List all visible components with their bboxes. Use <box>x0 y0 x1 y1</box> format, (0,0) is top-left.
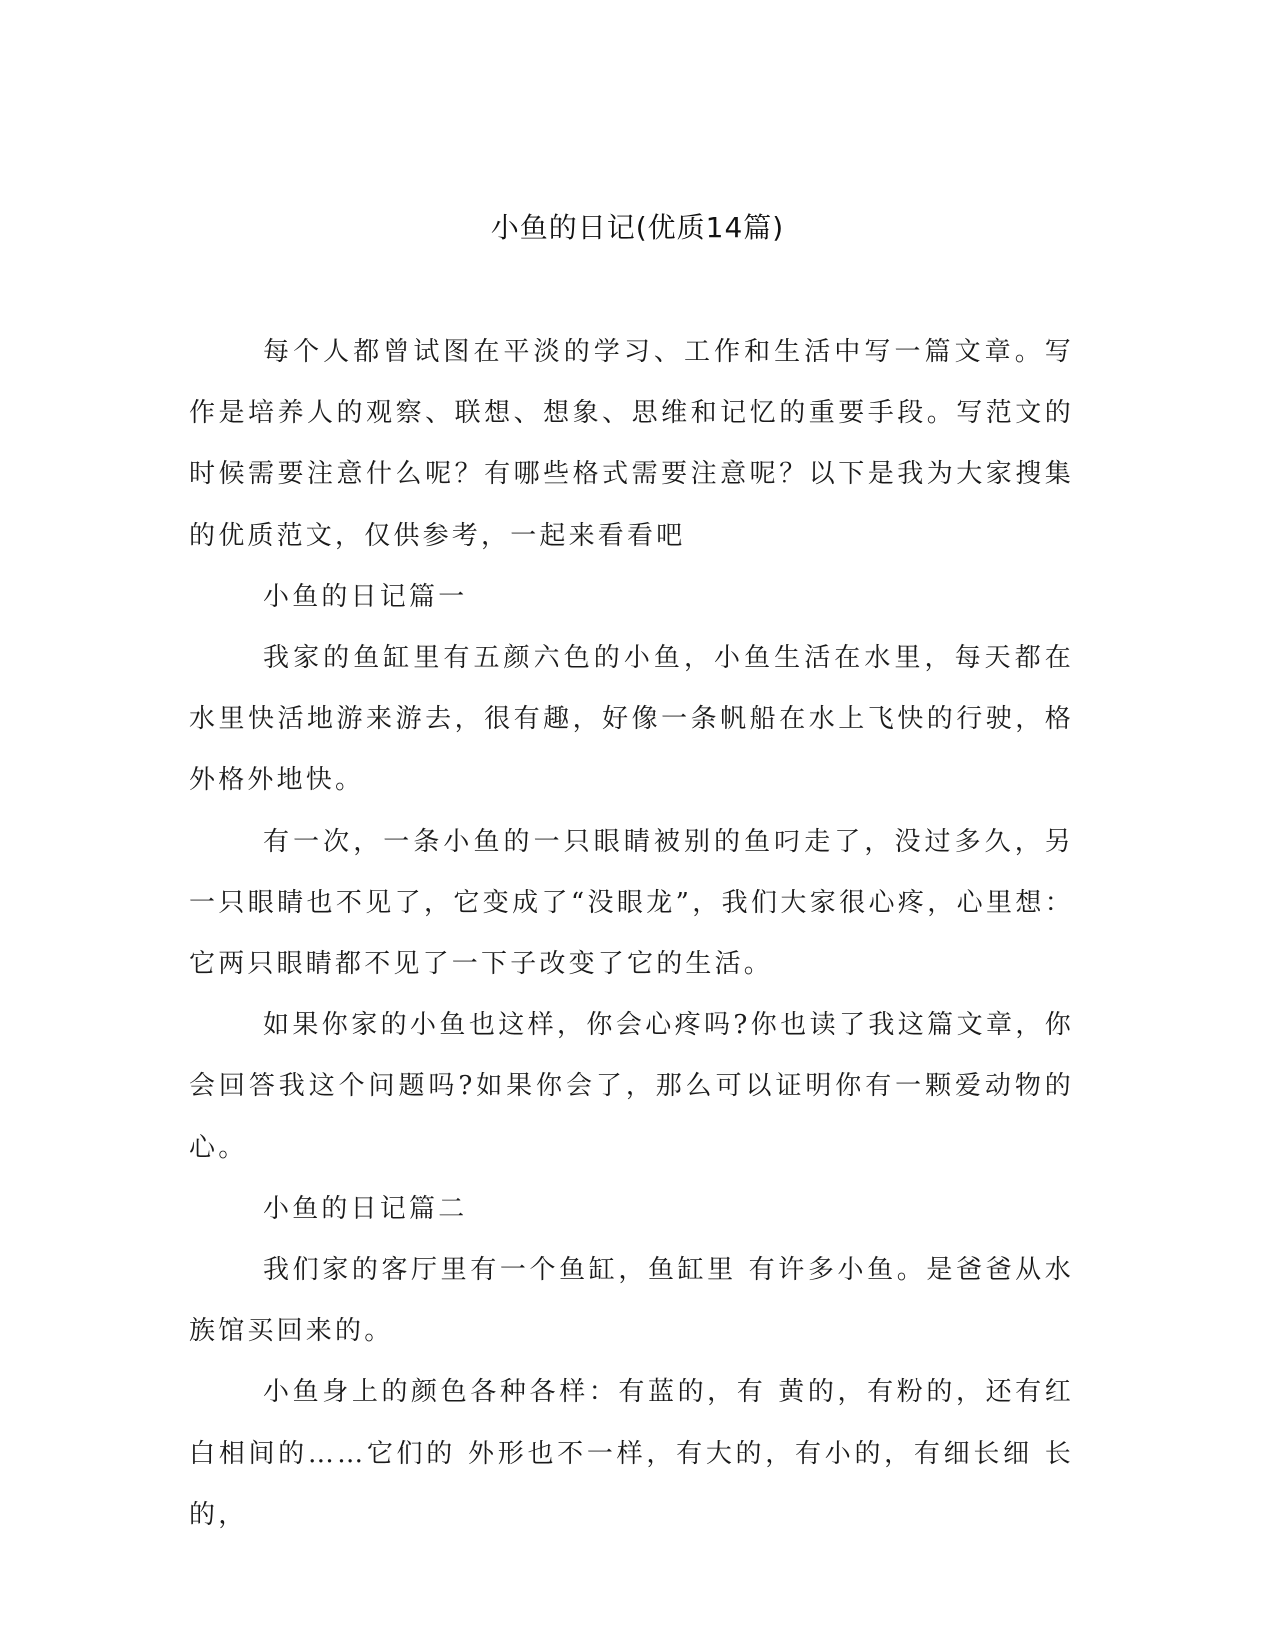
paragraph: 如果你家的小鱼也这样，你会心疼吗?你也读了我这篇文章，你会回答我这个问题吗?如果你会了，那么可以证明你有一颗爱动物的心。 <box>189 1010 1074 1163</box>
intro-paragraph: 每个人都曾试图在平淡的学习、工作和生活中写一篇文章。写作是培养人的观察、联想、想象、思维和记忆的重要手段。写范文的时候需要注意什么呢？有哪些格式需要注意呢？以下是我为大家搜集的优质范文，仅供参考，一起来看看吧 <box>189 337 1074 551</box>
section-heading-1: 小鱼的日记篇一 <box>263 581 468 612</box>
paragraph: 我们家的客厅里有一个鱼缸，鱼缸里 有许多小鱼。是爸爸从水族馆买回来的。 <box>189 1255 1074 1347</box>
document-title: 小鱼的日记(优质14篇) <box>490 211 785 244</box>
paragraph: 我家的鱼缸里有五颜六色的小鱼，小鱼生活在水里，每天都在水里快活地游来游去，很有趣，好像一条帆船在水上飞快的行驶，格外格外地快。 <box>189 643 1074 796</box>
section-heading-2: 小鱼的日记篇二 <box>263 1193 468 1224</box>
paragraph: 小鱼身上的颜色各种各样：有蓝的，有 黄的，有粉的，还有红白相间的……它们的 外形也不一样，有大的，有小的，有细长细 长的， <box>189 1377 1074 1530</box>
document-body <box>189 322 1074 1546</box>
paragraph: 有一次，一条小鱼的一只眼睛被别的鱼叼走了，没过多久，另一只眼睛也不见了，它变成了“没眼龙”，我们大家很心疼，心里想：它两只眼睛都不见了一下子改变了它的生活。 <box>189 826 1074 980</box>
